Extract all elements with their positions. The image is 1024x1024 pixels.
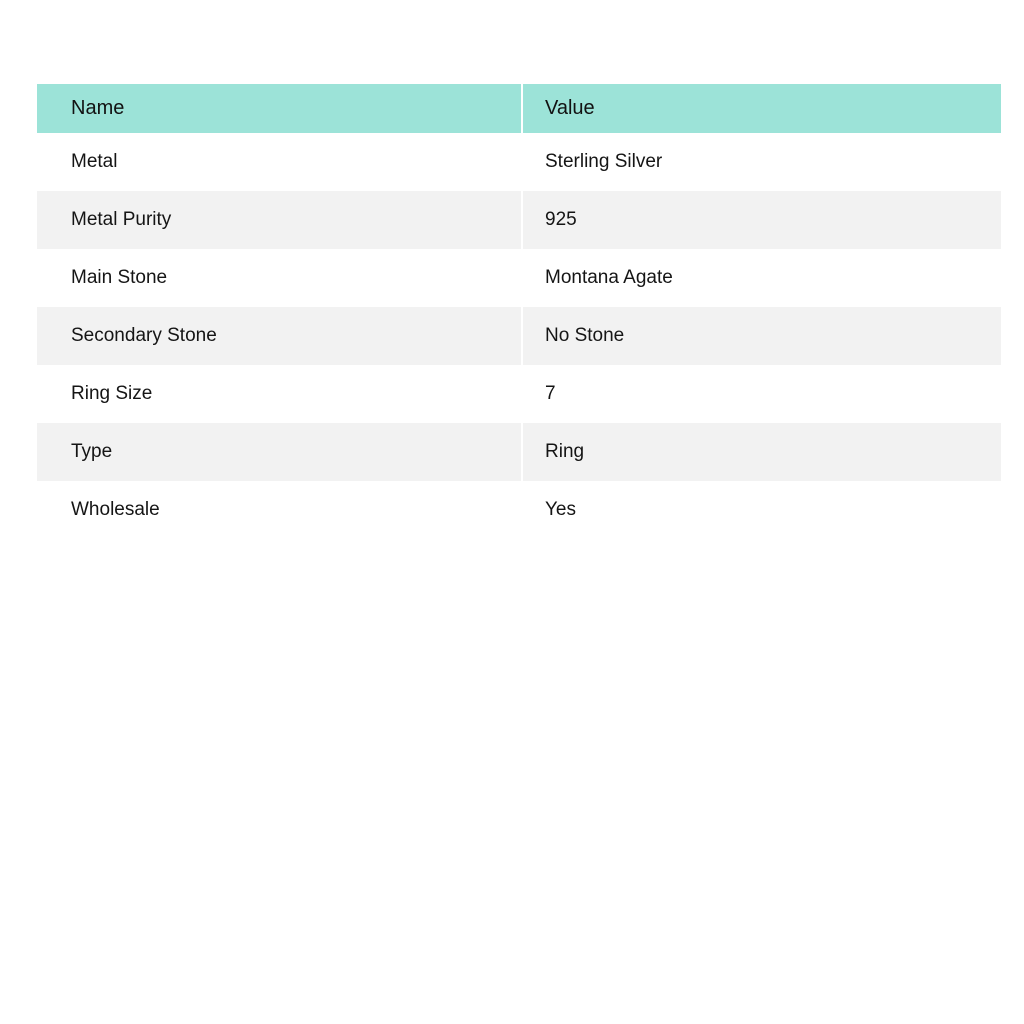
row-value-cell: 925 (545, 209, 577, 230)
row-name-cell: Secondary Stone (37, 307, 523, 365)
row-value-cell: No Stone (545, 325, 625, 346)
row-name-cell: Metal Purity (37, 191, 523, 249)
table-row (37, 249, 1001, 307)
row-name-cell: Ring Size (37, 365, 523, 423)
column-header-value: Value (545, 97, 595, 119)
table-header-row (37, 84, 1001, 133)
table-row (37, 307, 1001, 365)
column-header-name: Name (37, 84, 523, 133)
table-row (37, 191, 1001, 249)
table-row (37, 133, 1001, 191)
row-value-cell: Ring (545, 441, 585, 462)
row-name-cell: Wholesale (37, 481, 523, 539)
row-value-cell: Montana Agate (545, 267, 673, 288)
row-name-cell: Main Stone (37, 249, 523, 307)
row-name-cell: Type (37, 423, 523, 481)
row-value-cell: Sterling Silver (545, 151, 663, 172)
table-row (37, 365, 1001, 423)
product-attributes-table (37, 84, 1001, 539)
row-value-cell: 7 (545, 383, 556, 404)
table-row (37, 423, 1001, 481)
table-row (37, 481, 1001, 539)
row-value-cell: Yes (545, 499, 576, 520)
table-body (37, 133, 1001, 539)
row-name-cell: Metal (37, 133, 523, 191)
